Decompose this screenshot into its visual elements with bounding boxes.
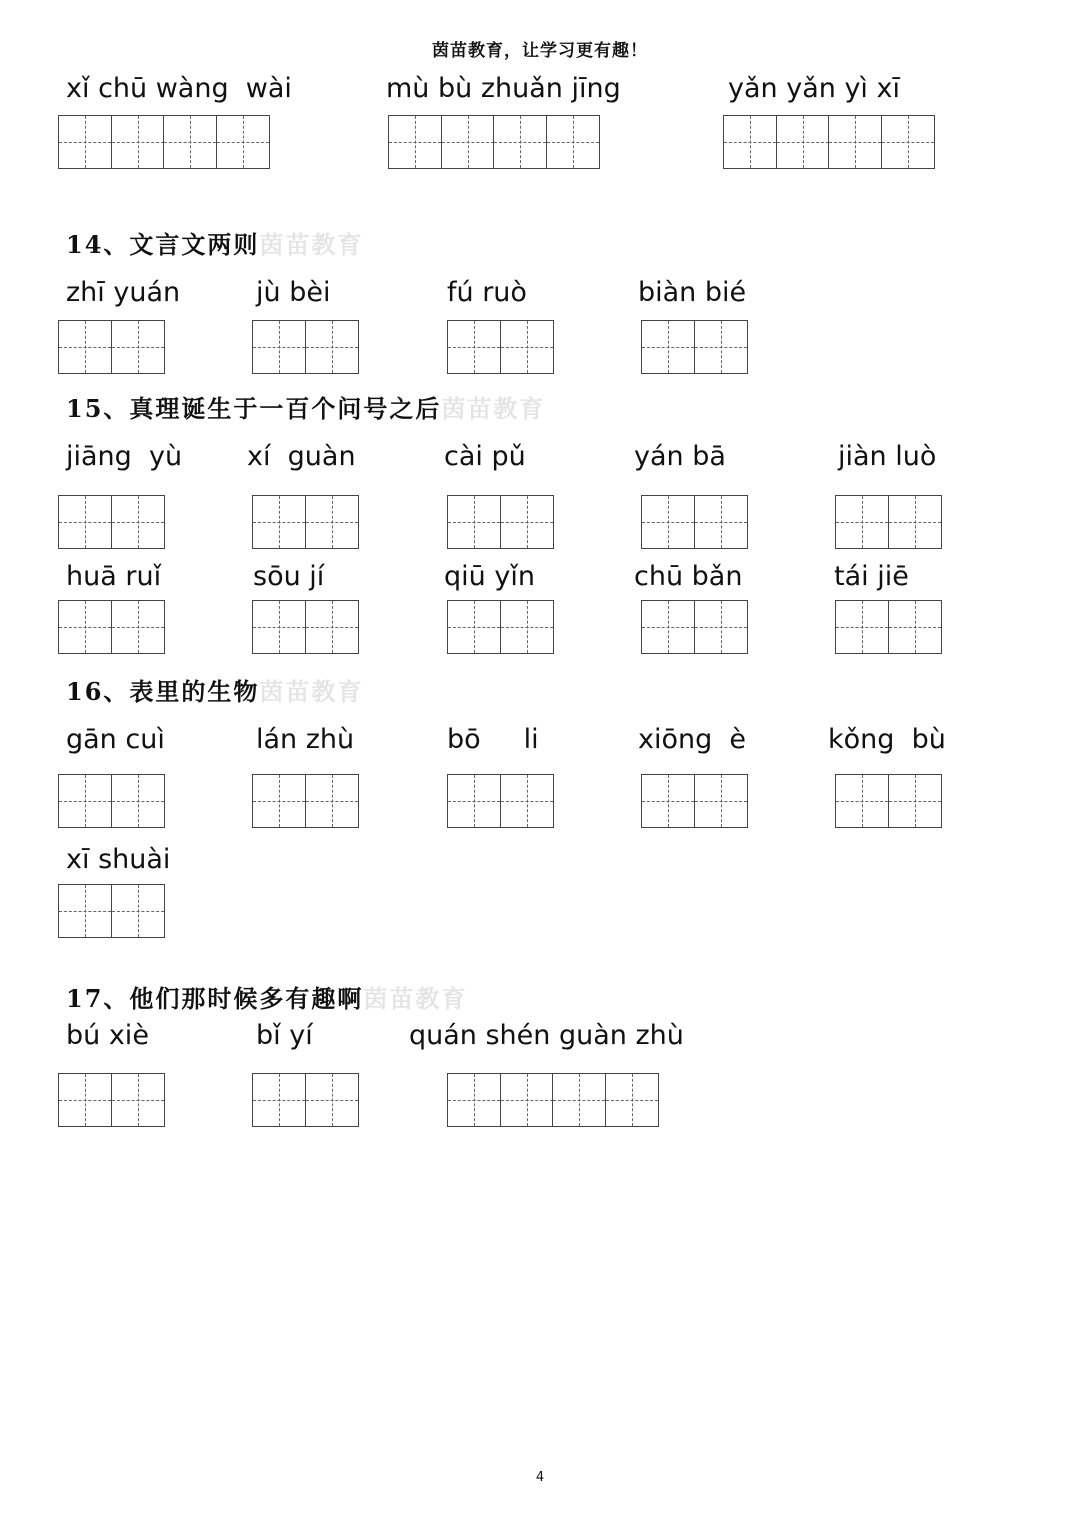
section-title <box>66 979 467 1014</box>
char-grid[interactable] <box>252 774 357 828</box>
char-grid[interactable] <box>641 774 746 828</box>
writing-box[interactable] <box>111 774 165 828</box>
pinyin-label: quán shén guàn zhù <box>409 1020 684 1051</box>
writing-box[interactable] <box>305 1073 359 1127</box>
word-item <box>66 562 161 592</box>
char-grid[interactable] <box>58 1073 163 1127</box>
char-grid[interactable] <box>447 1073 657 1127</box>
watermark: 茵苗教育 <box>363 984 468 1013</box>
pinyin-label: lán zhù <box>256 724 355 755</box>
writing-box[interactable] <box>252 495 306 549</box>
word-item <box>444 562 535 592</box>
writing-box[interactable] <box>641 320 695 374</box>
pinyin-label: bú xiè <box>66 1020 149 1051</box>
word-item <box>386 74 621 104</box>
writing-box[interactable] <box>500 1073 554 1127</box>
word-item <box>253 562 324 592</box>
writing-box[interactable] <box>641 774 695 828</box>
writing-box[interactable] <box>835 495 889 549</box>
section-title-text: 16、表里的生物 <box>66 677 260 706</box>
writing-box[interactable] <box>776 115 830 169</box>
word-item <box>634 442 726 472</box>
pinyin-label: yǎn yǎn yì xī <box>728 73 900 104</box>
word-item <box>66 725 165 755</box>
writing-box[interactable] <box>447 774 501 828</box>
word-item <box>447 725 539 755</box>
char-grid[interactable] <box>58 320 163 374</box>
pinyin-label: mù bù zhuǎn jīng <box>386 73 621 104</box>
writing-box[interactable] <box>546 115 600 169</box>
writing-box[interactable] <box>552 1073 606 1127</box>
word-item <box>638 725 746 755</box>
char-grid[interactable] <box>641 600 746 654</box>
char-grid[interactable] <box>641 495 746 549</box>
pinyin-label: yán bā <box>634 441 726 472</box>
page-number: 4 <box>535 1470 545 1485</box>
writing-box[interactable] <box>58 774 112 828</box>
pinyin-label: gān cuì <box>66 724 165 755</box>
writing-box[interactable] <box>58 115 112 169</box>
pinyin-label: xiōng è <box>638 724 747 755</box>
writing-box[interactable] <box>216 115 270 169</box>
pinyin-label: jiāng yù <box>66 441 183 472</box>
char-grid[interactable] <box>252 320 357 374</box>
watermark: 茵苗教育 <box>259 230 364 259</box>
section-title-text: 14、文言文两则 <box>66 230 260 259</box>
pinyin-label: tái jiē <box>834 561 909 592</box>
char-grid[interactable] <box>58 884 163 938</box>
writing-box[interactable] <box>500 320 554 374</box>
writing-box[interactable] <box>163 115 217 169</box>
pinyin-label: xí guàn <box>247 441 356 472</box>
char-grid[interactable] <box>388 115 598 169</box>
watermark: 茵苗教育 <box>441 394 546 423</box>
section-title <box>66 225 363 260</box>
writing-box[interactable] <box>888 495 942 549</box>
writing-box[interactable] <box>252 774 306 828</box>
pinyin-label: xī shuài <box>66 844 171 875</box>
word-item <box>828 725 946 755</box>
pinyin-label: zhī yuán <box>66 277 181 308</box>
word-item <box>834 562 909 592</box>
writing-box[interactable] <box>641 600 695 654</box>
writing-box[interactable] <box>111 1073 165 1127</box>
writing-box[interactable] <box>58 600 112 654</box>
writing-box[interactable] <box>111 495 165 549</box>
char-grid[interactable] <box>447 495 552 549</box>
section-title-text: 15、真理诞生于一百个问号之后 <box>66 394 442 423</box>
writing-box[interactable] <box>881 115 935 169</box>
word-item <box>634 562 742 592</box>
writing-box[interactable] <box>305 600 359 654</box>
writing-box[interactable] <box>58 320 112 374</box>
writing-box[interactable] <box>500 774 554 828</box>
pinyin-label: cài pǔ <box>444 441 526 472</box>
writing-box[interactable] <box>835 774 889 828</box>
writing-box[interactable] <box>111 115 165 169</box>
writing-box[interactable] <box>441 115 495 169</box>
char-grid[interactable] <box>723 115 933 169</box>
writing-box[interactable] <box>694 495 748 549</box>
pinyin-label: biàn bié <box>638 277 747 308</box>
writing-box[interactable] <box>111 600 165 654</box>
writing-box[interactable] <box>694 774 748 828</box>
writing-box[interactable] <box>111 320 165 374</box>
char-grid[interactable] <box>252 1073 357 1127</box>
writing-box[interactable] <box>694 320 748 374</box>
char-grid[interactable] <box>252 495 357 549</box>
char-grid[interactable] <box>835 600 940 654</box>
char-grid[interactable] <box>58 115 268 169</box>
writing-box[interactable] <box>828 115 882 169</box>
pinyin-label: qiū yǐn <box>444 561 535 592</box>
word-item <box>247 442 356 472</box>
writing-box[interactable] <box>605 1073 659 1127</box>
word-item <box>66 442 182 472</box>
writing-box[interactable] <box>388 115 442 169</box>
word-item <box>256 1021 313 1051</box>
writing-box[interactable] <box>305 774 359 828</box>
word-item <box>728 74 900 104</box>
watermark: 茵苗教育 <box>259 677 364 706</box>
pinyin-label: bō li <box>447 724 539 755</box>
writing-box[interactable] <box>252 600 306 654</box>
word-item <box>66 278 180 308</box>
char-grid[interactable] <box>447 774 552 828</box>
writing-box[interactable] <box>447 600 501 654</box>
char-grid[interactable] <box>641 320 746 374</box>
writing-box[interactable] <box>58 1073 112 1127</box>
section-title <box>66 672 363 707</box>
pinyin-label: fú ruò <box>447 277 527 308</box>
word-item <box>66 845 170 875</box>
word-item <box>256 278 330 308</box>
word-item <box>256 725 354 755</box>
char-grid[interactable] <box>447 600 552 654</box>
writing-box[interactable] <box>723 115 777 169</box>
writing-box[interactable] <box>888 774 942 828</box>
pinyin-label: jiàn luò <box>838 441 937 472</box>
writing-box[interactable] <box>500 495 554 549</box>
word-item <box>444 442 526 472</box>
writing-box[interactable] <box>888 600 942 654</box>
section-title <box>66 389 545 424</box>
writing-box[interactable] <box>305 495 359 549</box>
writing-box[interactable] <box>252 1073 306 1127</box>
char-grid[interactable] <box>252 600 357 654</box>
writing-box[interactable] <box>305 320 359 374</box>
char-grid[interactable] <box>835 774 940 828</box>
writing-box[interactable] <box>694 600 748 654</box>
page-header: 茵苗教育，让学习更有趣！ <box>432 41 648 61</box>
writing-box[interactable] <box>493 115 547 169</box>
writing-box[interactable] <box>111 884 165 938</box>
word-item <box>838 442 936 472</box>
writing-box[interactable] <box>447 1073 501 1127</box>
writing-box[interactable] <box>500 600 554 654</box>
char-grid[interactable] <box>58 495 163 549</box>
pinyin-label: xǐ chū wàng wài <box>66 73 292 104</box>
pinyin-label: sōu jí <box>253 561 325 592</box>
char-grid[interactable] <box>447 320 552 374</box>
writing-box[interactable] <box>447 495 501 549</box>
char-grid[interactable] <box>58 600 163 654</box>
char-grid[interactable] <box>58 774 163 828</box>
writing-box[interactable] <box>641 495 695 549</box>
writing-box[interactable] <box>835 600 889 654</box>
char-grid[interactable] <box>835 495 940 549</box>
pinyin-label: bǐ yí <box>256 1020 313 1051</box>
word-item <box>447 278 527 308</box>
writing-box[interactable] <box>58 884 112 938</box>
writing-box[interactable] <box>252 320 306 374</box>
word-item <box>66 74 292 104</box>
word-item <box>638 278 746 308</box>
writing-box[interactable] <box>447 320 501 374</box>
pinyin-label: chū bǎn <box>634 561 743 592</box>
pinyin-label: jù bèi <box>256 277 331 308</box>
pinyin-label: kǒng bù <box>828 724 946 755</box>
word-item <box>66 1021 149 1051</box>
writing-box[interactable] <box>58 495 112 549</box>
section-title-text: 17、他们那时候多有趣啊 <box>66 984 364 1013</box>
pinyin-label: huā ruǐ <box>66 561 162 592</box>
word-item <box>409 1021 684 1051</box>
